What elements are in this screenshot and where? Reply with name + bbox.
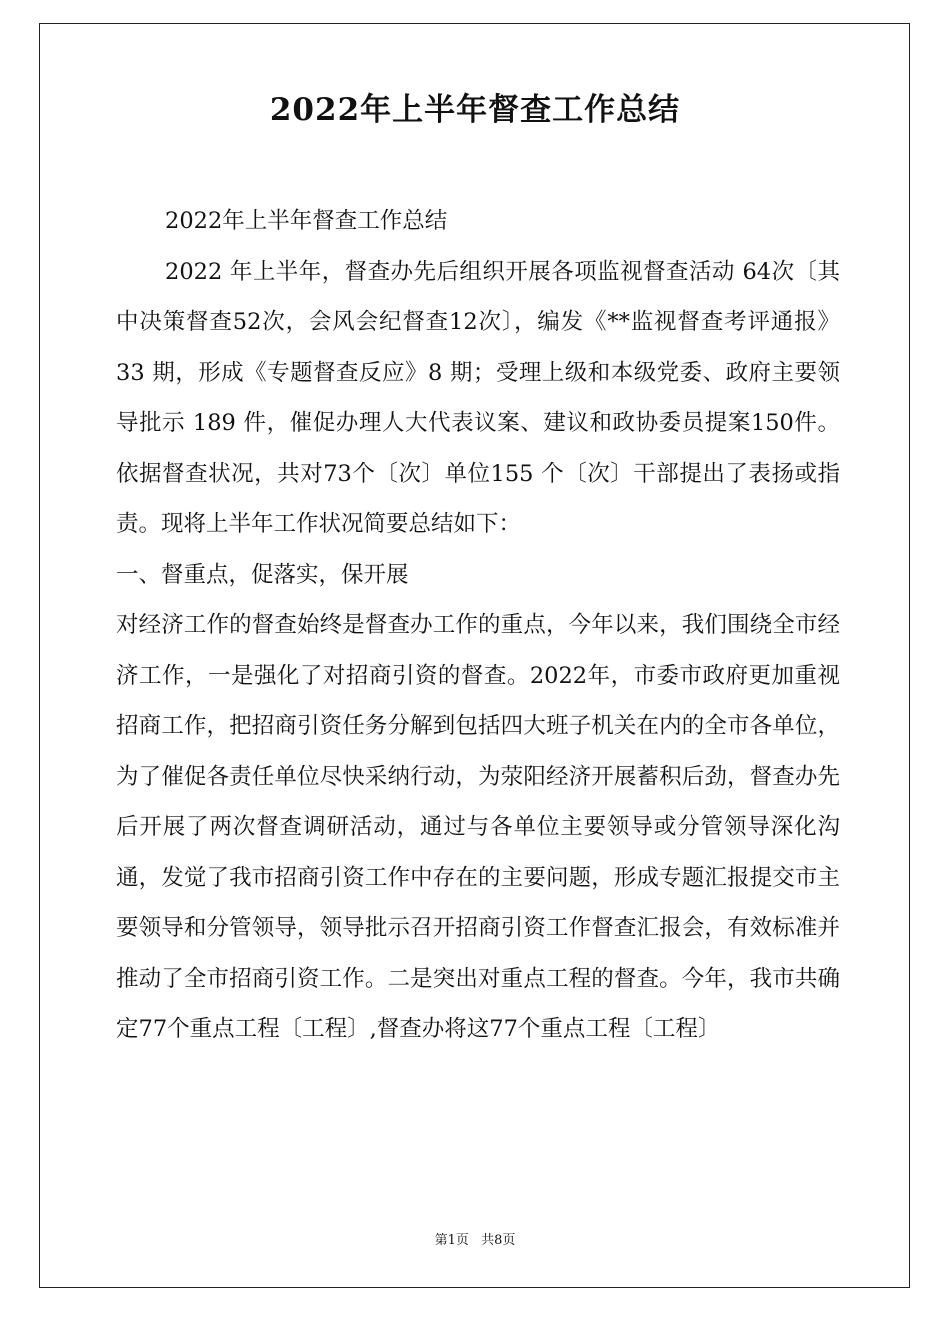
document-body <box>116 196 840 1055</box>
page-footer <box>0 1232 950 1250</box>
intro-paragraph: 2022 年上半年，督查办先后组织开展各项监视督查活动 64次〔其中决策督查52次，会风会纪督查12次〕，编发《**监视督查考评通报》33 期，形成《专题督查反应》8 期；受理上级和本级党委、政府主要领导批示 189 件，催促办理人大代表议案、建议和政协委员提案150件。依据督查状况，共对73个〔次〕单位155 个〔次〕干部提出了表扬或指责。现将上半年工作状况简要总结如下： <box>116 258 840 537</box>
body-paragraph: 对经济工作的督查始终是督查办工作的重点，今年以来，我们围绕全市经济工作，一是强化了对招商引资的督查。2022年，市委市政府更加重视招商工作，把招商引资任务分解到包括四大班子机关在内的全市各单位，为了催促各责任单位尽快采纳行动，为荥阳经济开展蓄积后劲，督查办先后开展了两次督查调研活动，通过与各单位主要领导或分管领导深化沟通，发觉了我市招商引资工作中存在的主要问题，形成专题汇报提交市主要领导和分管领导，领导批示召开招商引资工作督查汇报会，有效标准并推动了全市招商引资工作。二是突出对重点工程的督查。今年，我市共确定77个重点工程〔工程〕,督查办将这77个重点工程〔工程〕 <box>116 612 840 1042</box>
page-number: 第1页 <box>434 1233 469 1248</box>
document-subtitle: 2022年上半年督查工作总结 <box>165 208 448 234</box>
document-title: 2022年上半年督查工作总结 <box>269 92 681 128</box>
section-heading: 一、督重点，促落实，保开展 <box>116 561 409 588</box>
page-total: 共8页 <box>481 1233 516 1248</box>
